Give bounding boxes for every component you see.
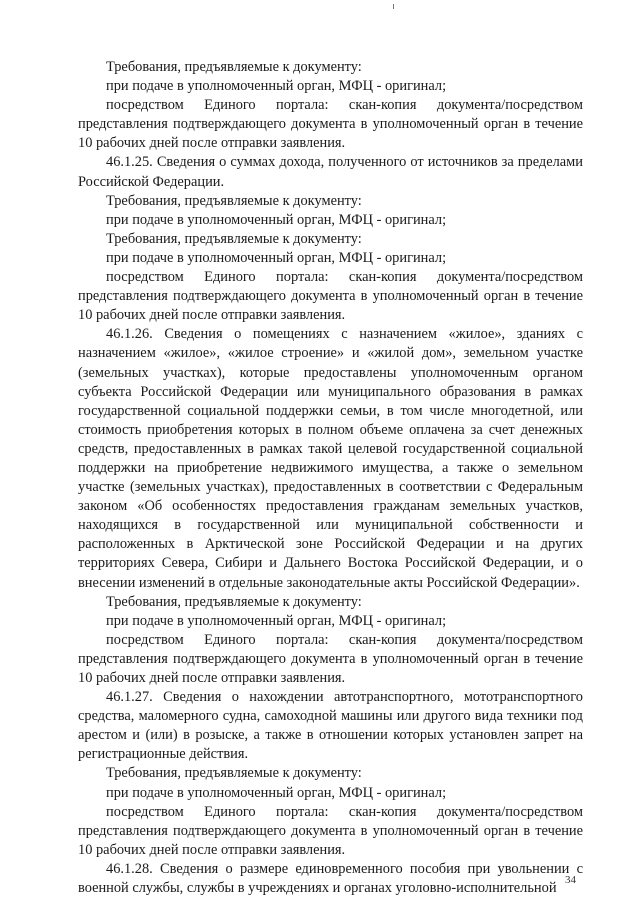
section-46-1-26: 46.1.26. Сведения о помещениях с назначением «жилое», зданиях с назначением «жилое», «жилое строение» и «жилой дом», земельном участке (земельных участках), которые предоставлены уполномоченным органом субъекта Российской Федерации или муниципального образования в рамках государственной социальной поддержки семьи, в том числе многодетной, или стоимость приобретения которых в полном объеме оплачена за счет денежных средств, предоставленных в рамках такой целевой государственной социальной поддержки на приобретение недвижимого имущества, а также о земельном участке (земельных участках), предоставленных в соответствии с Федеральным законом «Об особенностях предоставления гражданам земельных участков, находящихся в государственной или муниципальной собственности и расположенных в Арктической зоне Российской Федерации и на других территориях Севера, Сибири и Дальнего Востока Российской Федерации, и о внесении изменений в отдельные законодательные акты Российской Федерации». [78, 326, 583, 591]
requirements-heading: Требования, предъявляемые к документу: [106, 230, 362, 247]
section-46-1-25: 46.1.25. Сведения о суммах дохода, полученного от источников за пределами Российской Федерации. [78, 154, 583, 190]
requirement-portal: посредством Единого портала: скан-копия документа/посредством представления подтверждающего документа в уполномоченный орган в течение 10 рабочих дней после отправки заявления. [78, 803, 583, 858]
requirements-heading: Требования, предъявляемые к документу: [106, 765, 362, 782]
requirement-portal: посредством Единого портала: скан-копия документа/посредством представления подтверждающего документа в уполномоченный орган в течение 10 рабочих дней после отправки заявления. [78, 631, 583, 686]
requirement-portal: посредством Единого портала: скан-копия документа/посредством представления подтверждающего документа в уполномоченный орган в течение 10 рабочих дней после отправки заявления. [78, 97, 583, 152]
requirement-original: при подаче в уполномоченный орган, МФЦ - оригинал; [106, 78, 447, 95]
document-body [78, 58, 583, 898]
requirements-heading: Требования, предъявляемые к документу: [106, 593, 362, 610]
requirements-heading: Требования, предъявляемые к документу: [106, 59, 362, 75]
requirements-heading: Требования, предъявляемые к документу: [106, 192, 362, 209]
requirement-original: при подаче в уполномоченный орган, МФЦ - оригинал; [106, 211, 447, 228]
section-46-1-27: 46.1.27. Сведения о нахождении автотранспортного, мототранспортного средства, маломерного судна, самоходной машины или другого вида техники под арестом и (или) в розыске, а также в отношении которых установлен запрет на регистрационные действия. [78, 689, 583, 763]
scan-artifact [393, 4, 394, 9]
requirement-original: при подаче в уполномоченный орган, МФЦ - оригинал; [106, 784, 447, 801]
requirement-original: при подаче в уполномоченный орган, МФЦ - оригинал; [106, 612, 447, 629]
page-number: 34 [565, 874, 576, 886]
requirement-original: при подаче в уполномоченный орган, МФЦ - оригинал; [106, 249, 447, 266]
requirement-portal: посредством Единого портала: скан-копия документа/посредством представления подтверждающего документа в уполномоченный орган в течение 10 рабочих дней после отправки заявления. [78, 269, 583, 324]
section-46-1-28: 46.1.28. Сведения о размере единовременного пособия при увольнении с военной службы, службы в учреждениях и органах уголовно-исполнительной [78, 860, 583, 897]
